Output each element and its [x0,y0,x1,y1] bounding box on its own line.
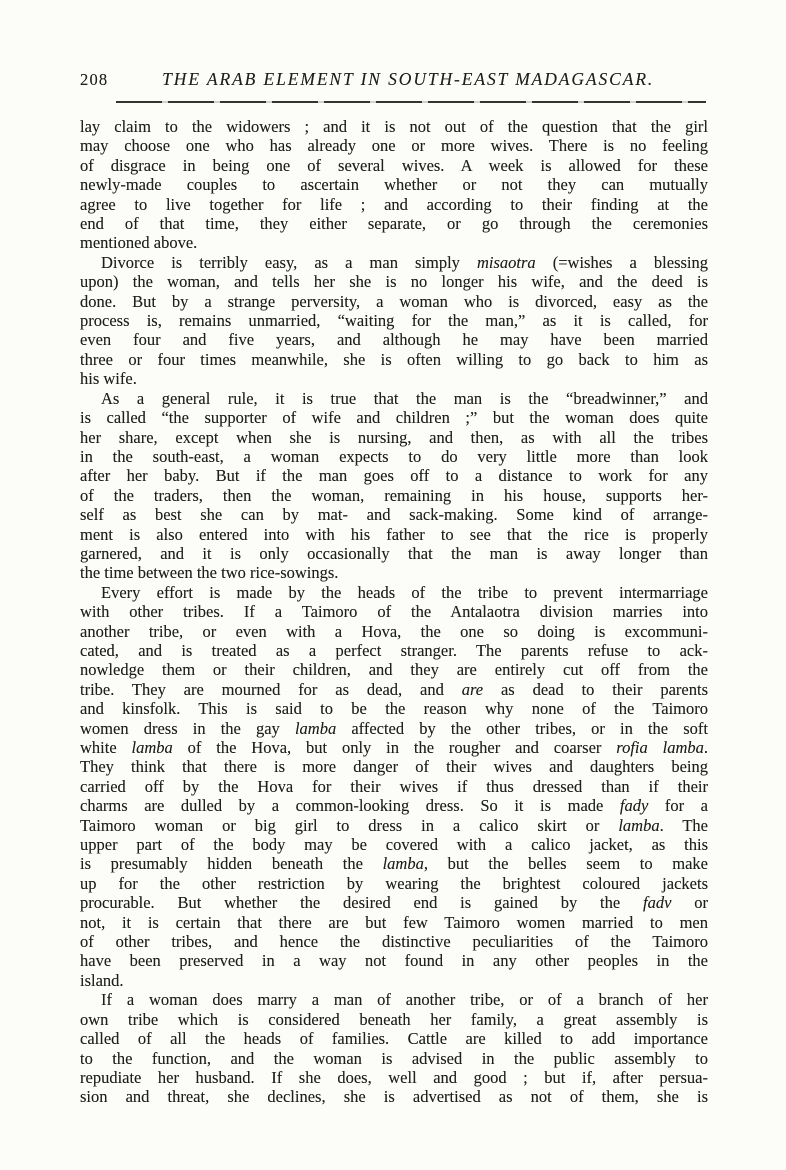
text-segment: end of that time, they either separate, or go through the ceremonies [80,214,708,234]
text-line [80,117,708,136]
text-segment: . The [659,815,708,835]
text-segment: called of all the heads of families. Cattle are killed to add importance [80,1029,708,1049]
text-segment: done. But by a strange perversity, a woman who is divorced, easy as the [80,291,708,311]
text-segment: the time between the two rice-sowings. [80,563,339,583]
text-segment: his wife. [80,369,137,389]
paragraph [80,990,708,1106]
text-segment: newly-made couples to ascertain whether or not they can mutually [80,175,708,195]
text-segment: of disgrace in being one of several wives. A week is allowed for these [80,155,708,175]
page-header [80,69,708,90]
text-segment: of the Hova, but only in the rougher and coarser [172,738,617,757]
italic-term: lamba [294,718,337,738]
text-line [80,932,708,951]
text-line [80,583,708,602]
text-line [80,525,708,544]
page-body [80,117,708,1107]
text-segment: white [80,738,132,757]
text-segment: garnered, and it is only occasionally that the man is away longer than [80,543,708,563]
italic-term: fadv [643,893,672,913]
text-segment: women dress in the gay [80,718,295,738]
text-line [80,1010,708,1029]
text-segment: . [703,738,708,757]
text-line [80,971,708,990]
text-segment: nowledge them or their children, and they are entirely cut off from the [80,660,708,680]
text-line [80,757,708,776]
text-line [80,622,708,641]
text-line [80,1068,708,1087]
text-segment: , but the belles seem to make [423,854,709,874]
text-line [80,330,708,349]
text-segment: mentioned above. [80,233,198,253]
text-segment: affected by the other tribes, or in the soft [336,718,708,738]
text-segment: three or four times meanwhile, she is often willing to go back to him as [80,349,708,369]
text-line [80,369,708,388]
text-line [80,699,708,718]
text-segment: may choose one who has already one or more wives. There is no feeling [80,136,708,156]
text-segment: upper part of the body may be covered with a calico jacket, as this [80,835,708,855]
text-segment: upon) the woman, and tells her she is no longer his wife, and the deed is [80,272,708,292]
text-line [80,505,708,524]
text-line [80,816,708,835]
text-segment: sion and threat, she declines, she is advertised as not of them, she is [80,1087,708,1107]
text-segment: island. [80,970,124,990]
text-segment: own tribe which is considered beneath her family, a great assembly is [80,1009,708,1029]
text-line [80,272,708,291]
text-line [80,136,708,155]
text-segment: tribe. They are mourned for as dead, and [80,679,462,699]
text-segment: after her baby. But if the man goes off to a distance to work for any [80,466,708,486]
text-segment: They think that there is more danger of their wives and daughters being [80,757,708,777]
text-line [80,854,708,873]
text-line [80,1087,708,1106]
text-segment: carried off by the Hova for their wives if thus dressed than if their [80,776,708,796]
text-line [80,874,708,893]
text-segment: As a general rule, it is true that the man is the “breadwinner,” and [101,388,708,408]
text-segment: Taimoro woman or big girl to dress in a calico skirt or [80,815,619,835]
text-segment: repudiate her husband. If she does, well and good ; but if, after persua- [80,1067,708,1087]
text-line [80,913,708,932]
text-line [80,738,708,757]
text-segment: of other tribes, and hence the distinctive peculiarities of the Taimoro [80,932,708,952]
text-line [80,233,708,252]
text-line [80,796,708,815]
text-segment: up for the other restriction by wearing the brightest coloured jackets [80,873,708,893]
text-segment: to the function, and the woman is advised in the public assembly to [80,1048,708,1068]
text-segment: and kinsfolk. This is said to be the reason why none of the Taimoro [80,699,708,719]
text-line [80,195,708,214]
text-segment: charms are dulled by a common-looking dress. So it is made [80,796,620,816]
text-segment: ment is also entered into with his father to see that the rice is properly [80,524,708,544]
text-segment: for a [648,796,708,816]
text-line [80,990,708,1009]
text-segment: as dead to their parents [483,679,709,699]
text-line [80,389,708,408]
text-line [80,951,708,970]
text-line [80,641,708,660]
italic-term: rofia lamba [616,738,704,757]
text-segment: even four and five years, and although he may have been married [80,330,708,350]
text-line [80,486,708,505]
text-segment: have been preserved in a way not found in any other peoples in the [80,951,708,971]
text-segment: is called “the supporter of wife and children ;” but the woman does quite [80,408,708,428]
text-segment: process is, remains unmarried, “waiting for the man,” as it is called, for [80,311,708,331]
text-line [80,350,708,369]
text-segment: is presumably hidden beneath the [80,854,383,874]
running-title: THE ARAB ELEMENT IN SOUTH-EAST MADAGASCAR. [162,69,655,89]
text-line [80,660,708,679]
text-segment: (=wishes a blessing [535,252,709,272]
text-segment: Every effort is made by the heads of the tribe to prevent intermarriage [101,582,708,602]
text-line [80,447,708,466]
paragraph [80,117,708,253]
italic-term: misaotra [477,252,536,272]
text-line [80,719,708,738]
text-line [80,466,708,485]
text-segment: lay claim to the widowers ; and it is not out of the question that the girl [80,117,708,136]
text-line [80,680,708,699]
text-segment: agree to live together for life ; and according to their finding at the [80,194,708,214]
text-line [80,835,708,854]
text-segment: procurable. But whether the desired end is gained by the [80,893,644,913]
text-segment: Divorce is terribly easy, as a man simply [101,252,477,272]
italic-term: lamba [131,738,173,757]
text-segment: self as best she can by mat- and sack-making. Some kind of arrange- [80,505,708,525]
text-line [80,777,708,796]
header-rule-divider [116,101,706,103]
text-line [80,428,708,447]
text-segment: another tribe, or even with a Hova, the one so doing is excommuni- [80,621,708,641]
text-line [80,1029,708,1048]
italic-term: lamba [618,815,660,835]
text-segment: in the south-east, a woman expects to do very little more than look [80,446,708,466]
text-line [80,602,708,621]
text-line [80,544,708,563]
page-number: 208 [80,70,109,89]
paragraph [80,583,708,991]
italic-term: are [461,679,484,699]
italic-term: lamba [382,854,424,874]
italic-term: fady [619,796,649,816]
text-segment: cated, and is treated as a perfect stranger. The parents refuse to ack- [80,640,708,660]
text-segment: not, it is certain that there are but few Taimoro women married to men [80,912,708,932]
text-segment: her share, except when she is nursing, and then, as with all the tribes [80,427,708,447]
paragraph [80,253,708,389]
text-line [80,292,708,311]
text-line [80,311,708,330]
text-line [80,175,708,194]
paragraph [80,389,708,583]
text-segment: If a woman does marry a man of another tribe, or of a branch of her [101,990,708,1010]
text-segment: or [671,893,708,913]
text-line [80,893,708,912]
text-line [80,1049,708,1068]
text-line [80,253,708,272]
text-line [80,408,708,427]
text-line [80,214,708,233]
text-segment: with other tribes. If a Taimoro of the Antalaotra division marries into [80,602,708,622]
text-line [80,563,708,582]
text-line [80,156,708,175]
text-segment: of the traders, then the woman, remaining in his house, supports her- [80,485,708,505]
